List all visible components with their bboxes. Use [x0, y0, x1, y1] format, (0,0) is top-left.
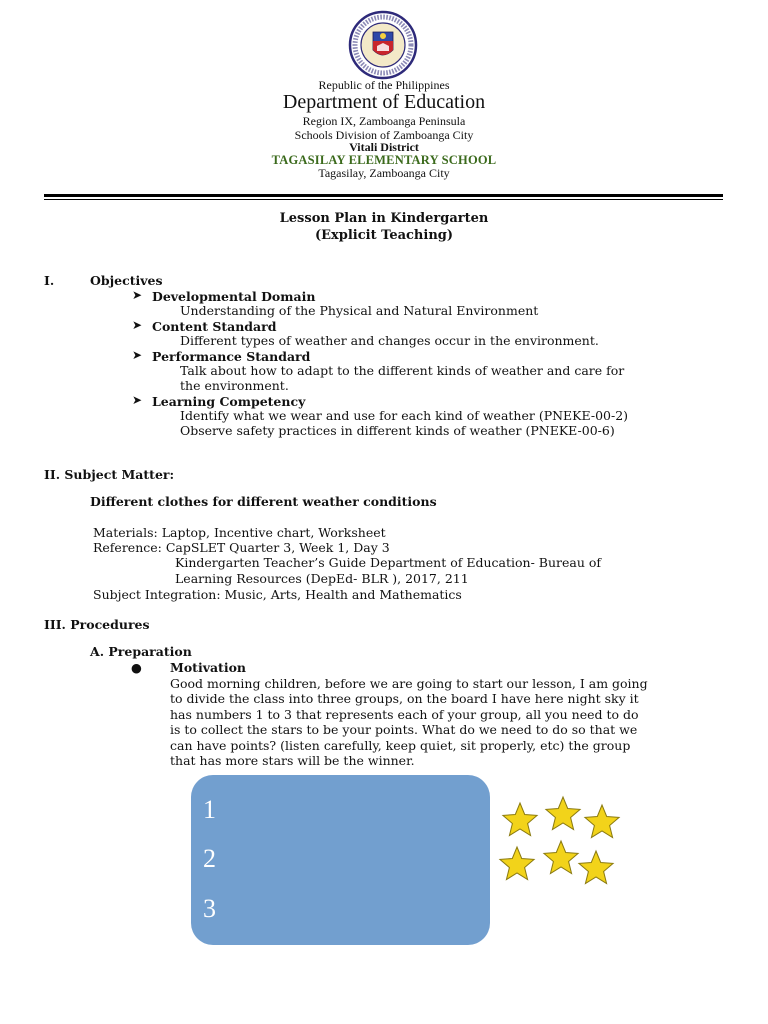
school-location: Tagasilay, Zamboanga City [318, 166, 450, 180]
star-icon [544, 841, 578, 874]
developmental-domain-text: Understanding of the Physical and Natural Environment [180, 303, 539, 318]
arrow-bullet-icon: ➤ [132, 393, 143, 407]
star-icon [579, 851, 613, 884]
star-icon [546, 797, 580, 830]
department-title: Department of Education [282, 91, 486, 113]
developmental-domain-label: Developmental Domain [152, 289, 316, 304]
learning-competency-text-2: Observe safety practices in different kinds of weather (PNEKE-00-6) [180, 423, 615, 438]
subject-matter-heading: II. Subject Matter: [44, 467, 175, 482]
deped-seal-logo [343, 10, 423, 80]
division-text: Schools Division of Zamboanga City [294, 128, 474, 142]
preparation-subheading: A. Preparation [90, 644, 192, 659]
group-number-3: 3 [203, 894, 216, 923]
night-sky-board [191, 775, 490, 945]
republic-text: Republic of the Philippines [318, 78, 450, 92]
bullet-dot-icon: ● [131, 660, 142, 675]
motivation-line-2: to divide the class into three groups, on the board I have here night sky it [170, 691, 639, 706]
group-number-1: 1 [203, 795, 216, 824]
reference-continued-2: Learning Resources (DepEd- BLR ), 2017, 211 [175, 571, 469, 586]
procedures-heading: III. Procedures [44, 617, 150, 632]
motivation-label: Motivation [170, 660, 247, 675]
learning-competency-text-1: Identify what we wear and use for each kind of weather (PNEKE-00-2) [180, 408, 629, 423]
region-text: Region IX, Zamboanga Peninsula [302, 114, 466, 128]
group-number-2: 2 [203, 844, 216, 873]
star-icon [585, 805, 619, 838]
arrow-bullet-icon: ➤ [132, 288, 143, 302]
school-name: TAGASILAY ELEMENTARY SCHOOL [271, 153, 497, 167]
content-standard-text: Different types of weather and changes occur in the environment. [180, 333, 599, 348]
objectives-heading: Objectives [90, 273, 163, 288]
learning-competency-label: Learning Competency [152, 394, 306, 409]
star-icon [503, 803, 537, 836]
objectives-numeral: I. [44, 273, 55, 288]
header-divider-thick [44, 194, 723, 197]
arrow-bullet-icon: ➤ [132, 318, 143, 332]
performance-standard-label: Performance Standard [152, 349, 311, 364]
lesson-plan-title: Lesson Plan in Kindergarten [279, 211, 489, 226]
lesson-plan-subtitle: (Explicit Teaching) [314, 228, 454, 243]
arrow-bullet-icon: ➤ [132, 348, 143, 362]
subject-topic: Different clothes for different weather conditions [90, 494, 437, 509]
motivation-line-3: has numbers 1 to 3 that represents each of your group, all you need to do [170, 707, 639, 722]
motivation-line-5: can have points? (listen carefully, keep quiet, sit properly, etc) the group [170, 738, 631, 753]
motivation-line-4: is to collect the stars to be your points. What do we need to do so that we [170, 722, 638, 737]
star-icon [500, 847, 534, 880]
district-text: Vitali District [349, 140, 419, 154]
performance-standard-text-1: Talk about how to adapt to the different kinds of weather and care for [180, 363, 625, 378]
stars-group [490, 790, 630, 890]
motivation-line-1: Good morning children, before we are going to start our lesson, I am going [170, 676, 648, 691]
performance-standard-text-2: the environment. [180, 378, 289, 393]
motivation-line-6: that has more stars will be the winner. [170, 753, 415, 768]
subject-integration-text: Subject Integration: Music, Arts, Health and Mathematics [93, 587, 462, 602]
reference-text: Reference: CapSLET Quarter 3, Week 1, Day 3 [93, 540, 390, 555]
materials-text: Materials: Laptop, Incentive chart, Worksheet [93, 525, 386, 540]
content-standard-label: Content Standard [152, 319, 277, 334]
reference-continued-1: Kindergarten Teacher’s Guide Department of Education- Bureau of [175, 555, 602, 570]
header-divider-thin [44, 199, 723, 200]
